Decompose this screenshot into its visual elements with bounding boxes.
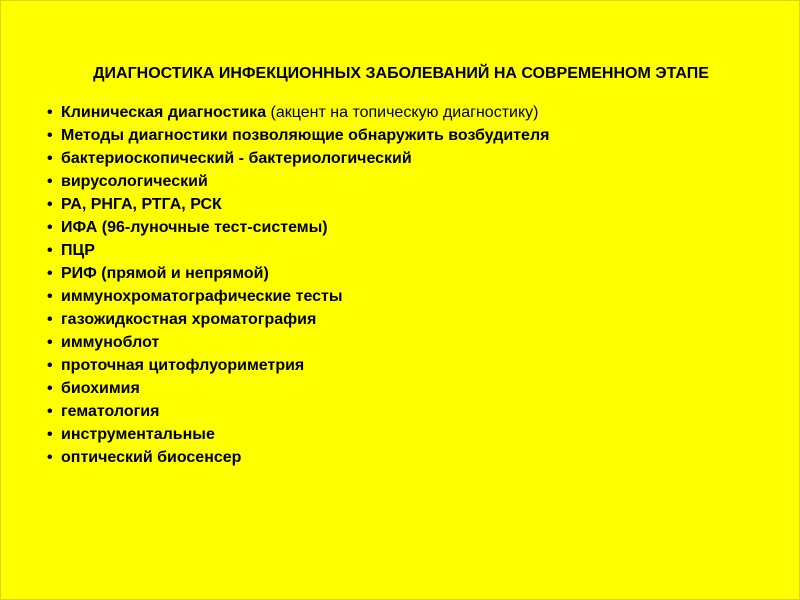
list-item-text: газожидкостная хроматография: [61, 311, 317, 328]
list-item: [47, 285, 549, 308]
list-item-text: ПЦР: [61, 242, 95, 259]
list-item: [47, 147, 549, 170]
bullet-icon: •: [47, 380, 53, 397]
bullet-icon: •: [47, 219, 53, 236]
list-item: [47, 170, 549, 193]
list-item: [47, 400, 549, 423]
list-item: [47, 377, 549, 400]
bullet-icon: •: [47, 426, 53, 443]
bullet-icon: •: [47, 104, 53, 121]
list-item-text: иммунохроматографические тесты: [61, 288, 343, 305]
list-item-text: биохимия: [61, 380, 140, 397]
bullet-icon: •: [47, 403, 53, 420]
list-item-text: оптический биосенсер: [61, 449, 242, 466]
list-item: [47, 331, 549, 354]
bullet-icon: •: [47, 173, 53, 190]
bullet-icon: •: [47, 334, 53, 351]
bullet-icon: •: [47, 127, 53, 144]
item-normal-text: (акцент на топическую диагностику): [266, 104, 539, 121]
bullet-list: [47, 101, 549, 469]
slide-title: ДИАГНОСТИКА ИНФЕКЦИОННЫХ ЗАБОЛЕВАНИЙ НА СОВРЕМЕННОМ ЭТАПЕ: [93, 65, 709, 82]
item-bold-text: Клиническая диагностика: [61, 104, 267, 121]
list-item-text: проточная цитофлуориметрия: [61, 357, 305, 374]
bullet-icon: •: [47, 150, 53, 167]
bullet-icon: •: [47, 242, 53, 259]
bullet-icon: •: [47, 196, 53, 213]
bullet-icon: •: [47, 265, 53, 282]
bullet-icon: •: [47, 357, 53, 374]
list-item: [47, 262, 549, 285]
bullet-icon: •: [47, 311, 53, 328]
list-item: [47, 354, 549, 377]
list-item: [47, 446, 549, 469]
list-item: [47, 216, 549, 239]
list-item-text: ИФА (96-луночные тест-системы): [61, 219, 328, 236]
list-item-text: бактериоскопический - бактериологический: [61, 150, 412, 167]
list-item: [47, 124, 549, 147]
list-item: [47, 239, 549, 262]
list-item-text: вирусологический: [61, 173, 208, 190]
bullet-icon: •: [47, 288, 53, 305]
list-item-text: гематология: [61, 403, 160, 420]
list-item-text: РА, РНГА, РТГА, РСК: [61, 196, 222, 213]
bullet-icon: •: [47, 449, 53, 466]
list-item: [47, 308, 549, 331]
list-item-text: Методы диагностики позволяющие обнаружить возбудителя: [61, 127, 550, 144]
list-item: [47, 101, 549, 124]
list-item: [47, 193, 549, 216]
list-item-text: иммуноблот: [61, 334, 160, 351]
list-item-text: инструментальные: [61, 426, 215, 443]
list-item: [47, 423, 549, 446]
list-item-text: РИФ (прямой и непрямой): [61, 265, 269, 282]
